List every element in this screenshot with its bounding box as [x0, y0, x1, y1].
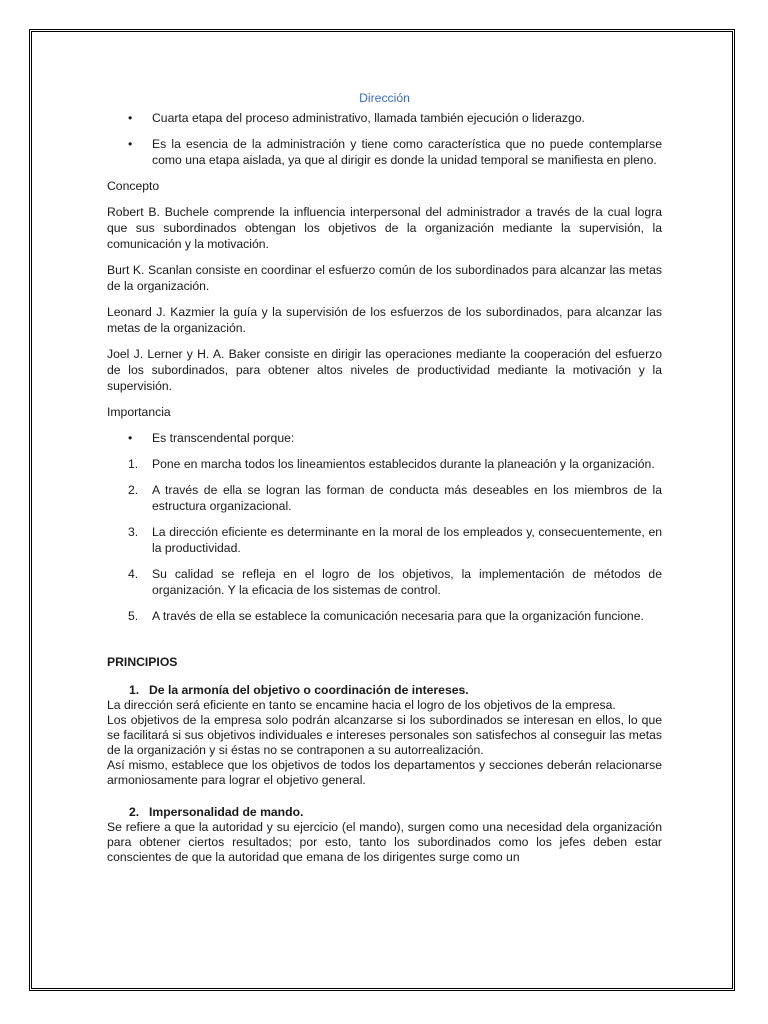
importancia-list-item: 3. La dirección eficiente es determinante en la moral de los empleados y, consecuentemente, en la productividad.: [128, 525, 662, 555]
intro-bullet: • Es la esencia de la administración y tiene como característica que no puede contemplarse como una etapa aislada, ya que al dirigir es donde la unidad temporal se manifiesta en pleno.: [128, 137, 662, 167]
importancia-list-item: 4. Su calidad se refleja en el logro de los objetivos, la implementación de métodos de organización. Y la eficacia de los sistemas de control.: [128, 567, 662, 597]
importancia-list-item: 5. A través de ella se establece la comunicación necesaria para que la organización funcione.: [128, 609, 644, 623]
principle-heading: 1. De la armonía del objetivo o coordinación de intereses.: [129, 683, 469, 697]
bullet-icon: •: [128, 137, 133, 151]
concepto-paragraph: Leonard J. Kazmier la guía y la supervisión de los esfuerzos de los subordinados, para alcanzar las metas de la organización.: [107, 305, 662, 335]
importancia-list-item: 1. Pone en marcha todos los lineamientos establecidos durante la planeación y la organización.: [128, 457, 655, 471]
importancia-heading: Importancia: [107, 405, 171, 419]
importancia-bullet: • Es transcendental porque:: [128, 431, 295, 445]
intro-bullet: • Cuarta etapa del proceso administrativo, llamada también ejecución o liderazgo.: [128, 111, 585, 125]
document-body: [107, 90, 662, 865]
concepto-heading: Concepto: [107, 179, 160, 193]
principle-heading: 2. Impersonalidad de mando.: [129, 805, 304, 819]
bullet-icon: •: [128, 111, 133, 125]
concepto-paragraph: Robert B. Buchele comprende la influencia interpersonal del administrador a través de la cual logra que sus subordinados obtengan los objetivos de la organización mediante la supervisión, la comunicación y la motivación.: [107, 205, 662, 251]
principle-line: Los objetivos de la empresa solo podrán alcanzarse si los subordinados se interesan en ellos, lo que se facilitará si sus objetivos individuales e intereses personales son satisfechos al conseguir las metas de la organización y si éstas no se contraponen a su autorrealización.: [107, 713, 662, 757]
importancia-list-item: 2. A través de ella se logran las forman de conducta más deseables en los miembros de la estructura organizacional.: [128, 483, 662, 513]
principle-line: Se refiere a que la autoridad y su ejercicio (el mando), surgen como una necesidad dela organización para obtener ciertos resultados; por esto, tanto los subordinados como los jefes deben estar conscientes de que la autoridad que emana de los dirigentes surge como un: [107, 820, 662, 864]
concepto-paragraph: Joel J. Lerner y H. A. Baker consiste en dirigir las operaciones mediante la cooperación del esfuerzo de los subordinados, para obtener altos niveles de productividad mediante la motivación y la supervisión.: [107, 347, 662, 393]
spacer: [107, 788, 662, 804]
principle-line: Así mismo, establece que los objetivos de todos los departamentos y secciones deberán relacionarse armoniosamente para lograr el objetivo general.: [107, 758, 662, 787]
document-title: Dirección: [359, 91, 410, 105]
principios-heading: PRINCIPIOS: [107, 655, 178, 669]
concepto-paragraph: Burt K. Scanlan consiste en coordinar el esfuerzo común de los subordinados para alcanzar las metas de la organización.: [107, 263, 662, 293]
bullet-icon: •: [128, 431, 133, 445]
principle-line: La dirección será eficiente en tanto se encamine hacia el logro de los objetivos de la empresa.: [107, 698, 616, 712]
